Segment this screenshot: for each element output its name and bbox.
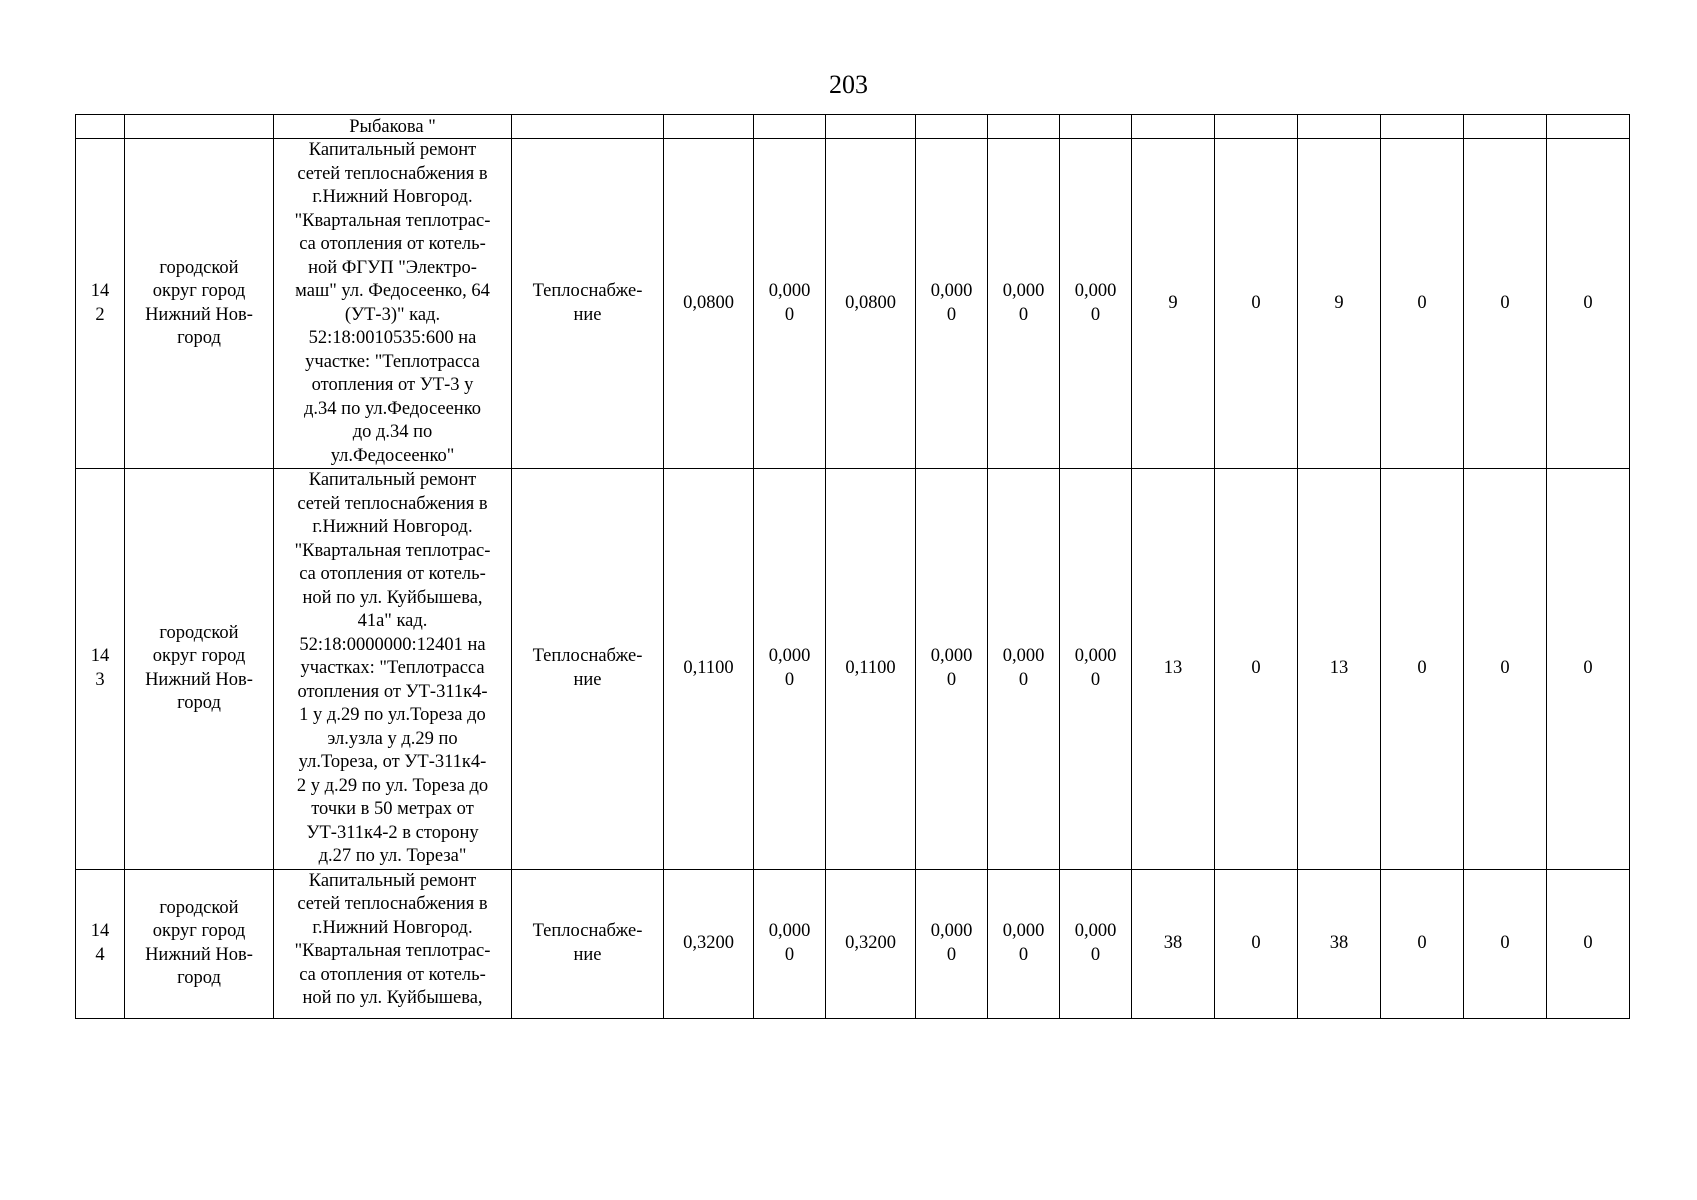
cell-value	[1381, 115, 1464, 139]
cell-value: 0	[1215, 469, 1298, 870]
table-row-continuation	[76, 115, 1630, 139]
cell-category: Теплоснабже- ние	[512, 469, 664, 870]
cell-municipality	[125, 115, 274, 139]
cell-value: 0	[1215, 139, 1298, 469]
cell-category	[512, 115, 664, 139]
cell-value: 0	[1381, 469, 1464, 870]
cell-value: 0	[1381, 869, 1464, 1018]
cell-value	[754, 115, 826, 139]
cell-category: Теплоснабже- ние	[512, 139, 664, 469]
cell-value	[1215, 115, 1298, 139]
cell-value	[1132, 115, 1215, 139]
cell-num: 14 2	[76, 139, 125, 469]
data-table	[75, 114, 1630, 1019]
cell-value: 9	[1132, 139, 1215, 469]
cell-value	[1464, 115, 1547, 139]
cell-value: 13	[1298, 469, 1381, 870]
cell-value: 9	[1298, 139, 1381, 469]
cell-value: 0	[1547, 139, 1630, 469]
cell-value: 0,1100	[826, 469, 916, 870]
cell-description: Капитальный ремонт сетей теплоснабжения в г.Нижний Новгород. "Квартальная теплотрас- са отопления от котель- ной по ул. Куйбышева,	[274, 869, 512, 1018]
cell-value: 0,000 0	[988, 869, 1060, 1018]
cell-value: 0	[1547, 469, 1630, 870]
cell-description: Рыбакова "	[274, 115, 512, 139]
table-row	[76, 869, 1630, 1018]
cell-value: 13	[1132, 469, 1215, 870]
cell-value: 38	[1132, 869, 1215, 1018]
cell-num: 14 4	[76, 869, 125, 1018]
table-row	[76, 139, 1630, 469]
cell-value: 0,000 0	[754, 869, 826, 1018]
cell-value: 0	[1464, 869, 1547, 1018]
cell-value: 0,000 0	[754, 139, 826, 469]
cell-value: 0,000 0	[916, 469, 988, 870]
cell-value	[1547, 115, 1630, 139]
cell-value: 0,1100	[664, 469, 754, 870]
cell-value: 0,3200	[826, 869, 916, 1018]
cell-municipality: городской округ город Нижний Нов- город	[125, 469, 274, 870]
cell-value	[1298, 115, 1381, 139]
cell-description: Капитальный ремонт сетей теплоснабжения в г.Нижний Новгород. "Квартальная теплотрас- са отопления от котель- ной ФГУП "Электро- маш" ул. Федосеенко, 64 (УТ-3)" кад. 52:18:0010535:600 на участке: "Теплотрасса отопления от УТ-3 у д.34 по ул.Федосеенко до д.34 по ул.Федосеенко"	[274, 139, 512, 469]
cell-value: 0	[1464, 469, 1547, 870]
cell-municipality: городской округ город Нижний Нов- город	[125, 139, 274, 469]
cell-value: 0,000 0	[1060, 139, 1132, 469]
cell-value: 0,000 0	[988, 469, 1060, 870]
cell-value: 38	[1298, 869, 1381, 1018]
page-number: 203	[829, 70, 868, 99]
cell-num: 14 3	[76, 469, 125, 870]
cell-value: 0,000 0	[988, 139, 1060, 469]
cell-value	[826, 115, 916, 139]
cell-value: 0,000 0	[754, 469, 826, 870]
cell-value	[988, 115, 1060, 139]
cell-municipality: городской округ город Нижний Нов- город	[125, 869, 274, 1018]
table-row	[76, 469, 1630, 870]
cell-value	[916, 115, 988, 139]
cell-value: 0,000 0	[1060, 469, 1132, 870]
cell-description: Капитальный ремонт сетей теплоснабжения в г.Нижний Новгород. "Квартальная теплотрас- са отопления от котель- ной по ул. Куйбышева, 41а" кад. 52:18:0000000:12401 на участках: "Теплотрасса отопления от УТ-311к4- 1 у д.29 по ул.Тореза до эл.узла у д.29 по ул.Тореза, от УТ-311к4- 2 у д.29 по ул. Тореза до точки в 50 метрах от УТ-311к4-2 в сторону д.27 по ул. Тореза"	[274, 469, 512, 870]
cell-value: 0,3200	[664, 869, 754, 1018]
cell-value	[1060, 115, 1132, 139]
cell-value: 0	[1215, 869, 1298, 1018]
cell-value: 0	[1547, 869, 1630, 1018]
cell-value: 0,0800	[664, 139, 754, 469]
cell-value: 0	[1464, 139, 1547, 469]
cell-value	[664, 115, 754, 139]
cell-value: 0,000 0	[916, 139, 988, 469]
cell-category: Теплоснабже- ние	[512, 869, 664, 1018]
cell-value: 0,0800	[826, 139, 916, 469]
cell-value: 0,000 0	[1060, 869, 1132, 1018]
cell-value: 0	[1381, 139, 1464, 469]
cell-value: 0,000 0	[916, 869, 988, 1018]
cell-num	[76, 115, 125, 139]
